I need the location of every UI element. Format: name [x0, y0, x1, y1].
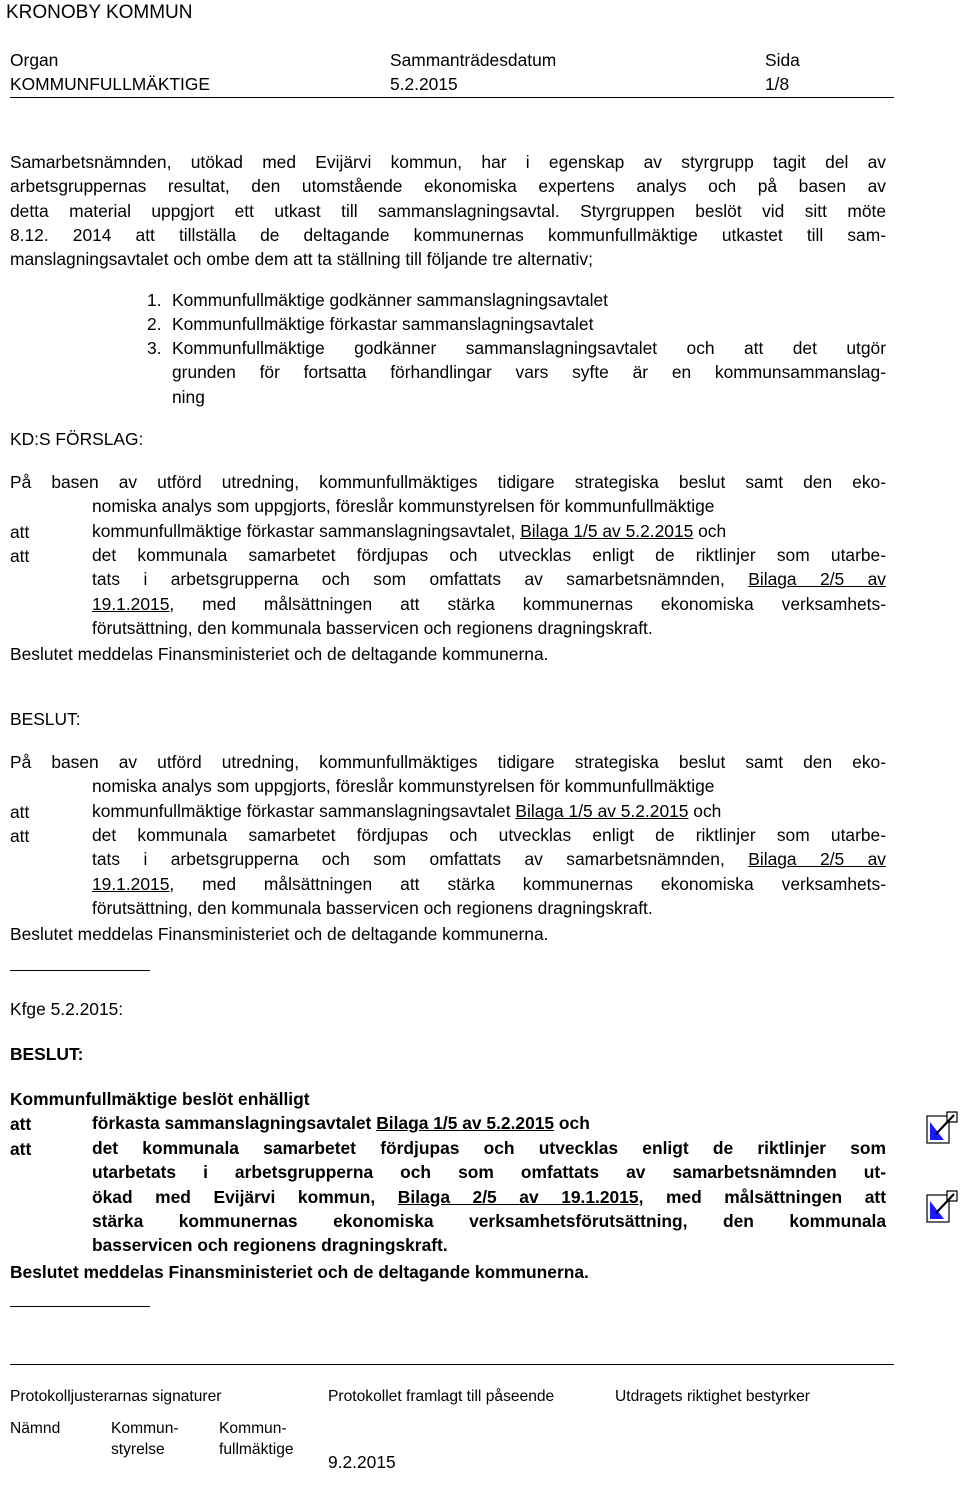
kfge-decision-heading: BESLUT: [10, 1044, 84, 1064]
kd-item1-link: Bilaga 1/5 [520, 521, 603, 541]
organ-label: Organ [10, 50, 59, 70]
kd-proposal-intro-cont [92, 494, 886, 518]
kfge-lead: Kommunfullmäktige beslöt enhälligt [10, 1089, 310, 1109]
decision-item2-line: förutsättning, den kommunala basservicen och regionens dragningskraft. [92, 897, 653, 918]
att-label: att [10, 1139, 32, 1159]
decision-intro-line: nomiska analys som uppgjorts, föreslår kommunstyrelsen för kommunfullmäktige [92, 776, 715, 796]
kd-item1-end: och [693, 521, 727, 541]
kfge-date-label: Kfge 5.2.2015: [10, 999, 124, 1019]
date-label: Sammanträdesdatum [390, 50, 557, 70]
decision-intro-cont [92, 774, 886, 798]
kd-item1-link2: av 5.2.2015 [602, 521, 694, 541]
kd-item2-link: Bilaga 2/5 [748, 569, 868, 590]
kd-item2-date-link: 19.1.2015 [92, 593, 170, 614]
kfge-closing: Beslutet meddelas Finansministeriet och de deltagande kommunerna. [10, 1262, 589, 1282]
decision-item2-line: tats i arbetsgrupperna och som omfattats av samarbetsnämnden, [92, 849, 725, 870]
alt-number: 1. [147, 290, 162, 310]
kfge-item2 [92, 1136, 886, 1257]
section-separator [10, 1306, 150, 1307]
decision-intro [10, 750, 886, 774]
kfge-item2-line: stärka kommunernas ekonomiska verksamhetsförutsättning, den kommunala [92, 1210, 886, 1231]
intro-line: 8.12. 2014 att tillställa de deltagande kommunernas kommunfullmäktige utkastet till sam- [10, 224, 886, 245]
footer-kommunstyrelse: Kommun- [111, 1420, 179, 1437]
header-divider [10, 97, 894, 98]
footer-displayed-label: Protokollet framlagt till påseende [328, 1388, 555, 1405]
kd-intro-line: nomiska analys som uppgjorts, föreslår kommunstyrelsen för kommunfullmäktige [92, 496, 715, 516]
alt-line: grunden för fortsatta förhandlingar vars syfte är en kommunsammanslag- [172, 362, 886, 383]
decision-heading: BESLUT: [10, 709, 81, 729]
page-value: 1/8 [765, 74, 790, 94]
intro-line: detta material uppgjort ett utkast till sammanslagningsavtal. Styrgruppen beslöt vid sitt möte [10, 200, 886, 221]
decision-item1-link: Bilaga 1/5 [515, 801, 598, 821]
decision-item2-date-link: 19.1.2015 [92, 873, 170, 894]
footer-kommunfullmaktige: Kommun- [219, 1420, 287, 1437]
decision-closing: Beslutet meddelas Finansministeriet och de deltagande kommunerna. [10, 924, 549, 944]
kd-item2-link2: av [867, 569, 886, 590]
alt-line: ning [172, 386, 205, 407]
footer-date: 9.2.2015 [328, 1452, 396, 1472]
kfge-item1-text: förkasta sammanslagningsavtalet [92, 1113, 372, 1133]
kd-proposal-heading: KD:S FÖRSLAG: [10, 429, 144, 449]
kfge-item2-line: det kommunala samarbetet fördjupas och utvecklas enligt de riktlinjer som [92, 1138, 886, 1158]
kfge-item2-line: ökad med Evijärvi kommun, [92, 1186, 376, 1207]
kd-item2-line: förutsättning, den kommunala basservicen och regionens dragningskraft. [92, 617, 653, 638]
kd-intro-line: På basen av utförd utredning, kommunfullmäktiges tidigare strategiska beslut samt den eko- [10, 472, 886, 492]
decision-item2-link2: av [867, 849, 886, 870]
att-label: att [10, 522, 30, 542]
section-separator [10, 970, 150, 971]
kd-item2 [92, 543, 886, 640]
pen-on-paper-icon[interactable] [926, 1189, 958, 1223]
decision-item1-text: kommunfullmäktige förkastar sammanslagningsavtalet [92, 801, 511, 821]
kfge-item2-link: Bilaga 2/5 [397, 1186, 520, 1207]
kd-proposal-intro [10, 470, 886, 494]
kfge-item2-line: , med målsättningen att [638, 1186, 886, 1207]
att-label: att [10, 826, 30, 846]
kd-item2-line: det kommunala samarbetet fördjupas och utvecklas enligt de riktlinjer som utarbe- [92, 545, 886, 565]
decision-item1-link2: av 5.2.2015 [597, 801, 689, 821]
footer-divider [10, 1364, 894, 1365]
alt-number: 3. [147, 338, 162, 358]
decision-item1-end: och [688, 801, 722, 821]
kd-item2-line: , med målsättningen att stärka kommunernas ekonomiska verksamhets- [169, 593, 886, 614]
att-label: att [10, 1114, 32, 1134]
decision-item2-link: Bilaga 2/5 [748, 849, 868, 870]
kfge-item2-line: basservicen och regionens dragningskraft. [92, 1235, 448, 1256]
alt-text [172, 336, 886, 409]
kfge-item2-line: utarbetats i arbetsgrupperna och som omfattats av samarbetsnämnden ut- [92, 1162, 886, 1183]
alt-number: 2. [147, 314, 162, 334]
footer-kommunstyrelse: styrelse [111, 1441, 165, 1458]
alt-text: Kommunfullmäktige godkänner sammanslagningsavtalet [172, 290, 608, 310]
kfge-item2-link2: av 19.1.2015 [519, 1186, 639, 1207]
decision-item2-line: , med målsättningen att stärka kommunernas ekonomiska verksamhets- [169, 873, 886, 894]
att-label: att [10, 546, 30, 566]
pen-on-paper-icon[interactable] [926, 1110, 958, 1144]
kd-item1 [92, 519, 886, 543]
decision-item2 [92, 823, 886, 920]
decision-intro-line: På basen av utförd utredning, kommunfullmäktiges tidigare strategiska beslut samt den eko- [10, 752, 886, 772]
kd-item2-line: tats i arbetsgrupperna och som omfattats av samarbetsnämnden, [92, 569, 725, 590]
intro-paragraph [10, 150, 886, 271]
page-label: Sida [765, 50, 800, 70]
footer-verified-label: Utdragets riktighet bestyrker [615, 1388, 810, 1405]
intro-line: Samarbetsnämnden, utökad med Evijärvi kommun, har i egenskap av styrgrupp tagit del av [10, 152, 886, 172]
alt-line: Kommunfullmäktige godkänner sammanslagningsavtalet och att det utgör [172, 338, 886, 358]
kfge-item1-link: Bilaga 1/5 [376, 1113, 463, 1133]
att-label: att [10, 802, 30, 822]
decision-item1 [92, 799, 886, 823]
intro-line: arbetsgruppernas resultat, den utomstående ekonomiska expertens analys och på basen av [10, 176, 886, 197]
kfge-item1 [92, 1111, 886, 1135]
kd-closing: Beslutet meddelas Finansministeriet och de deltagande kommunerna. [10, 644, 549, 664]
kd-item1-text: kommunfullmäktige förkastar sammanslagningsavtalet, [92, 521, 516, 541]
alt-text: Kommunfullmäktige förkastar sammanslagningsavtalet [172, 314, 594, 334]
date-value: 5.2.2015 [390, 74, 458, 94]
intro-line: manslagningsavtalet och ombe dem att ta ställning till följande tre alternativ; [10, 249, 593, 270]
decision-item2-line: det kommunala samarbetet fördjupas och utvecklas enligt de riktlinjer som utarbe- [92, 825, 886, 845]
kfge-item1-end: och [554, 1113, 590, 1133]
footer-kommunfullmaktige: fullmäktige [219, 1441, 294, 1458]
municipality-name: KRONOBY KOMMUN [6, 2, 193, 23]
footer-namnd: Nämnd [10, 1420, 61, 1437]
kfge-item1-link2: av 5.2.2015 [462, 1113, 555, 1133]
footer-signatures-label: Protokolljusterarnas signaturer [10, 1388, 222, 1405]
organ-value: KOMMUNFULLMÄKTIGE [10, 74, 211, 94]
